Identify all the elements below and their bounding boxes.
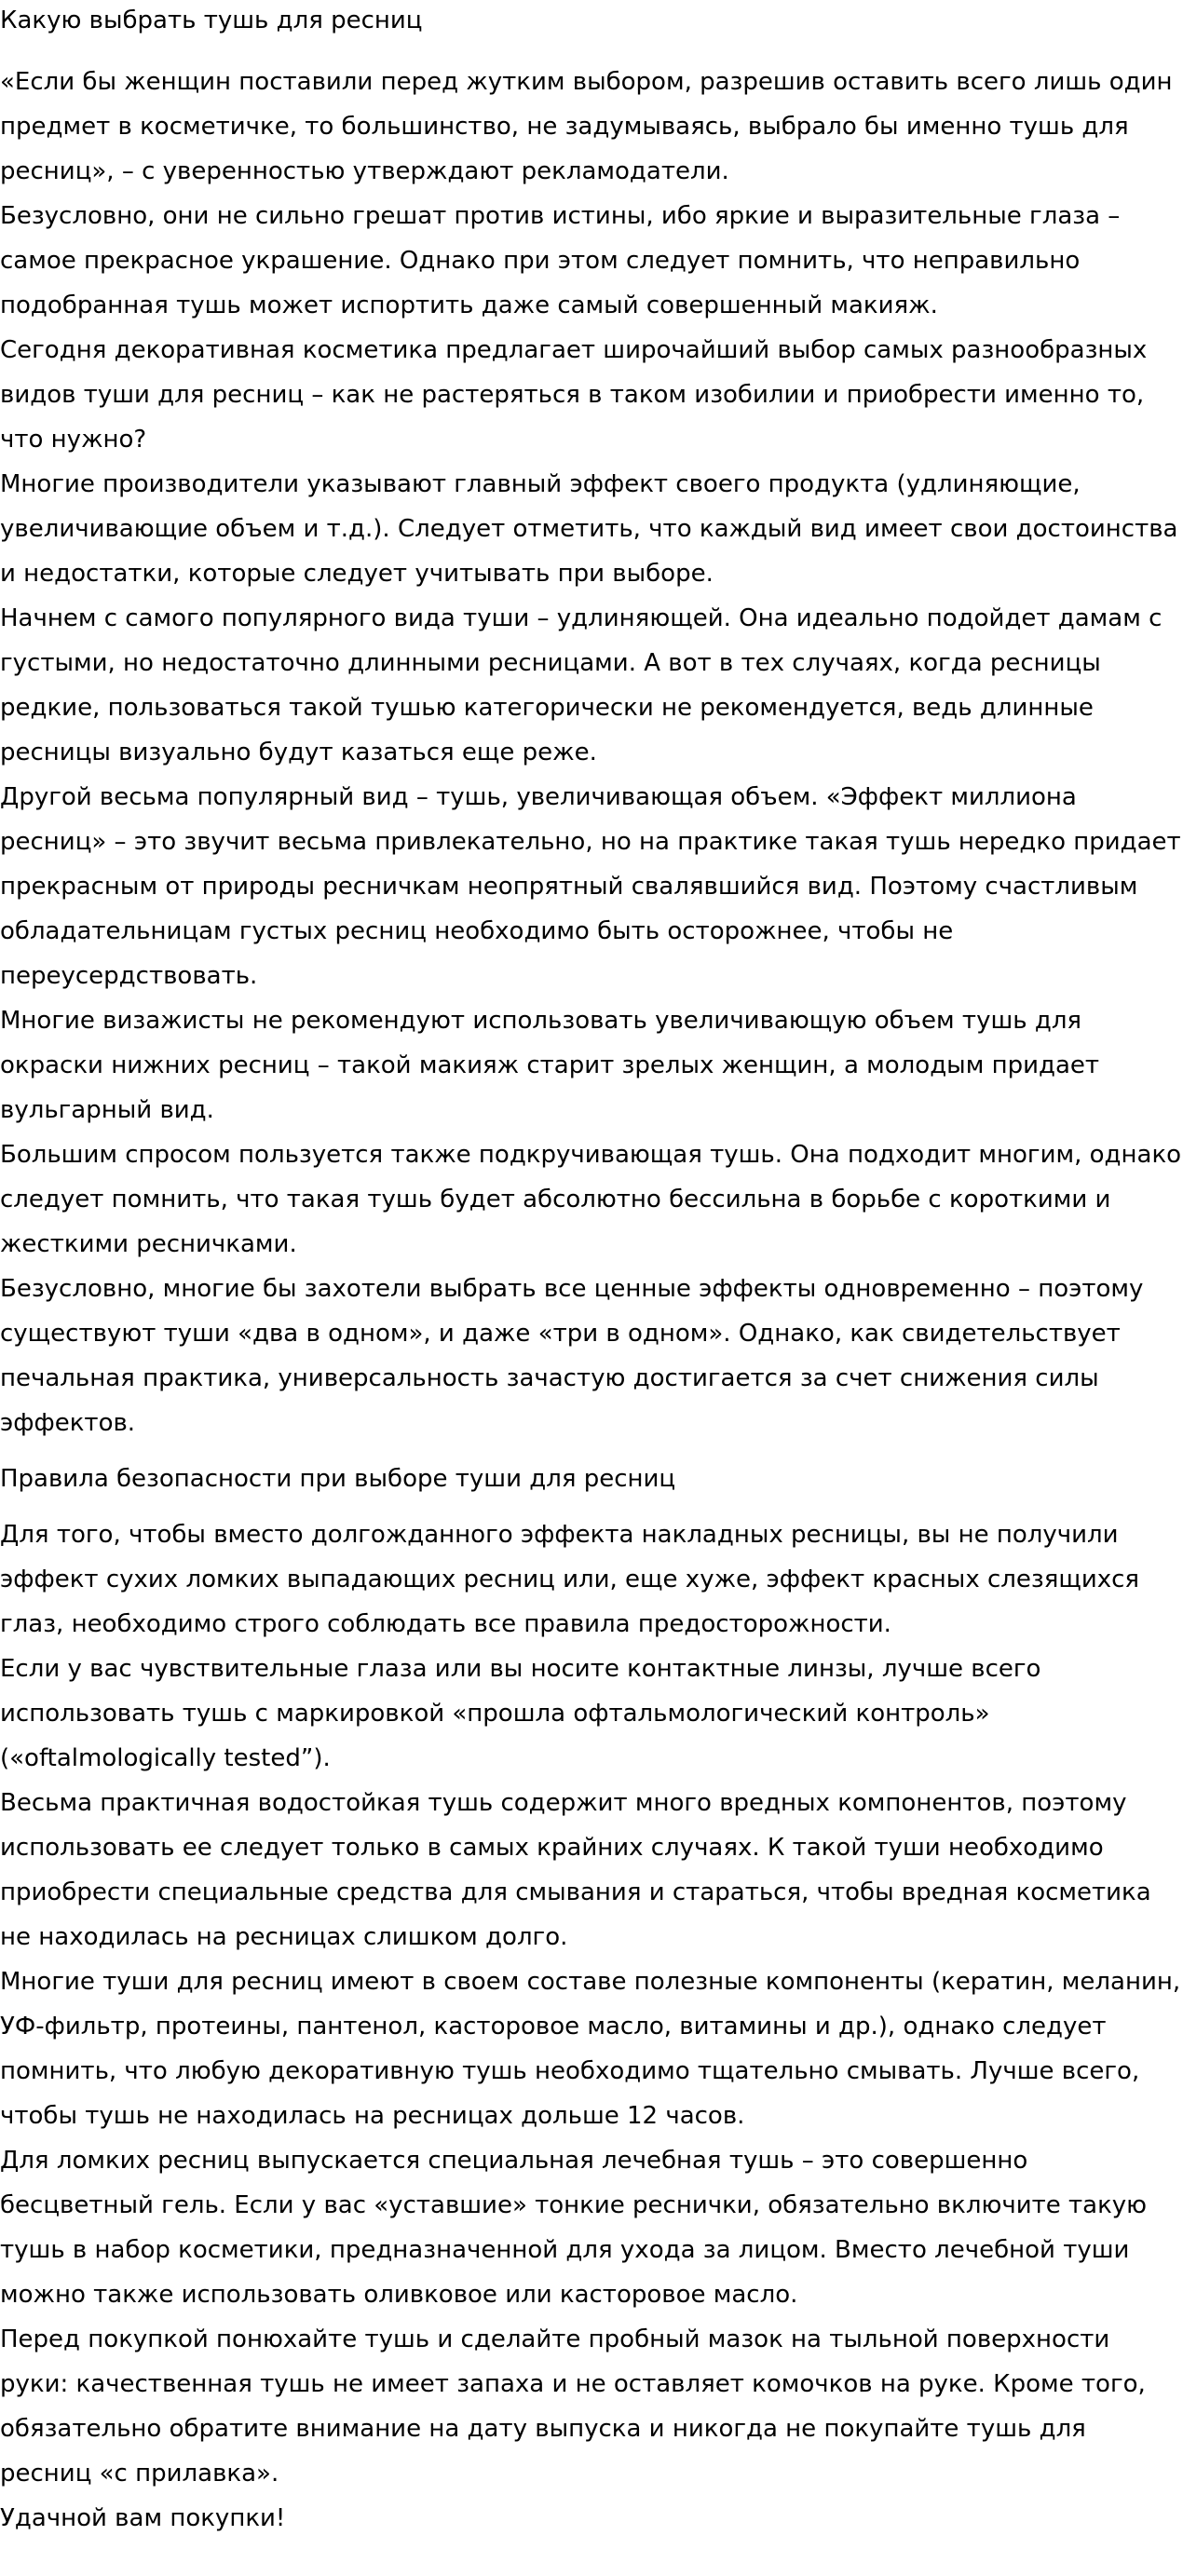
section-2	[0, 1512, 1183, 2541]
paragraph: Для ломких ресниц выпускается специальная лечебная тушь – это совершенно бесцветный гель. Если у вас «уставшие» тонкие реснички, обязательно включите такую тушь в набор косметики, предназначенной для ухода за лицом. Вместо лечебной туши можно также использовать оливковое или касторовое масло.	[0, 2147, 1148, 2309]
paragraph: Удачной вам покупки!	[0, 2504, 286, 2532]
paragraph: Многие визажисты не рекомендуют использовать увеличивающую объем тушь для окраски нижних ресниц – такой макияж старит зрелых женщин, а молодым придает вульгарный вид.	[0, 1007, 1100, 1124]
paragraph: Безусловно, многие бы захотели выбрать все ценные эффекты одновременно – поэтому существуют туши «два в одном», и даже «три в одном». Однако, как свидетельствует печальная практика, универсальность зачастую достигается за счет снижения силы эффектов.	[0, 1275, 1144, 1437]
paragraph: Перед покупкой понюхайте тушь и сделайте пробный мазок на тыльной поверхности руки: качественная тушь не имеет запаха и не оставляет комочков на руке. Кроме того, обязательно обратите внимание на дату выпуска и никогда не покупайте тушь для ресниц «с прилавка».	[0, 2325, 1146, 2488]
section-1	[0, 60, 1183, 1445]
paragraph: Многие туши для ресниц имеют в своем составе полезные компоненты (кератин, меланин, УФ-фильтр, протеины, пантенол, касторовое масло, витамины и др.), однако следует помнить, что любую декоративную тушь необходимо тщательно смывать. Лучше всего, чтобы тушь не находилась на ресницах дольше 12 часов.	[0, 1968, 1181, 2130]
paragraph: Безусловно, они не сильно грешат против истины, ибо яркие и выразительные глаза – самое прекрасное украшение. Однако при этом следует помнить, что неправильно подобранная тушь может испортить даже самый совершенный макияж.	[0, 202, 1121, 319]
paragraph: Если у вас чувствительные глаза или вы носите контактные линзы, лучше всего использовать тушь с маркировкой «прошла офтальмологический контроль» («oftalmologically tested”).	[0, 1655, 1041, 1772]
paragraph: Сегодня декоративная косметика предлагает широчайший выбор самых разнообразных видов туши для ресниц – как не растеряться в таком изобилии и приобрести именно то, что нужно?	[0, 336, 1148, 454]
paragraph: «Если бы женщин поставили перед жутким выбором, разрешив оставить всего лишь один предмет в косметичке, то большинство, не задумываясь, выбрало бы именно тушь для ресниц», – с уверенностью утверждают рекламодатели.	[0, 68, 1173, 185]
article-title: Какую выбрать тушь для ресниц	[0, 7, 423, 34]
paragraph: Для того, чтобы вместо долгожданного эффекта накладных ресницы, вы не получили эффект сухих ломких выпадающих ресниц или, еще хуже, эффект красных слезящихся глаз, необходимо строго соблюдать все правила предосторожности.	[0, 1521, 1140, 1638]
paragraph: Начнем с самого популярного вида туши – удлиняющей. Она идеально подойдет дамам с густыми, но недостаточно длинными ресницами. А вот в тех случаях, когда ресницы редкие, пользоваться такой тушью категорически не рекомендуется, ведь длинные ресницы визуально будут казаться еще реже.	[0, 604, 1163, 766]
section-subtitle: Правила безопасности при выборе туши для ресниц	[0, 1465, 676, 1493]
paragraph: Весьма практичная водостойкая тушь содержит много вредных компонентов, поэтому использовать ее следует только в самых крайних случаях. К такой туши необходимо приобрести специальные средства для смывания и стараться, чтобы вредная косметика не находилась на ресницах слишком долго.	[0, 1789, 1151, 1951]
paragraph: Многие производители указывают главный эффект своего продукта (удлиняющие, увеличивающие объем и т.д.). Следует отметить, что каждый вид имеет свои достоинства и недостатки, которые следует учитывать при выборе.	[0, 470, 1178, 588]
paragraph: Другой весьма популярный вид – тушь, увеличивающая объем. «Эффект миллиона ресниц» – это звучит весьма привлекательно, но на практике такая тушь нередко придает прекрасным от природы ресничкам неопрятный свалявшийся вид. Поэтому счастливым обладательницам густых ресниц необходимо быть осторожнее, чтобы не переусердствовать.	[0, 783, 1181, 990]
paragraph: Большим спросом пользуется также подкручивающая тушь. Она подходит многим, однако следует помнить, что такая тушь будет абсолютно бессильна в борьбе с короткими и жесткими ресничками.	[0, 1141, 1182, 1258]
